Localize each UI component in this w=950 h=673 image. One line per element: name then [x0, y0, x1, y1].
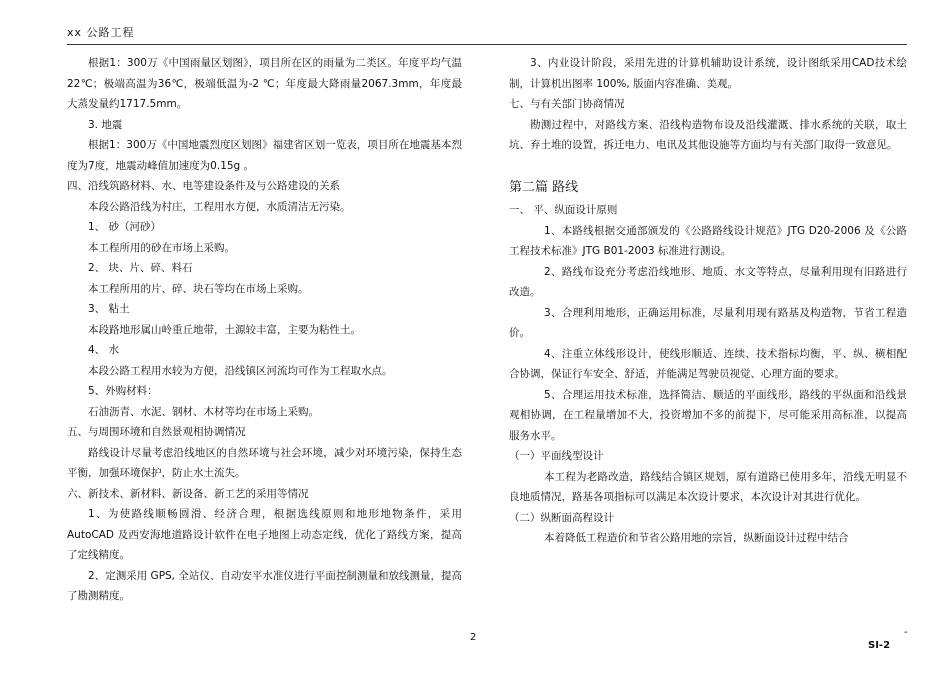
section-heading: 五、与周围环境和自然景观相协调情况 — [67, 426, 246, 438]
paragraph: 本段公路沿线为村庄，工程用水方便，水质清洁无污染。 — [88, 200, 351, 213]
paragraph: 4、 水 — [88, 344, 120, 356]
paragraph: 2、路线布设充分考虑沿线地形、地质、水文等特点，尽量利用现有旧路进行改造。 — [509, 265, 907, 298]
page-number: 2 — [470, 632, 477, 643]
section-heading: 第二篇 路线 — [509, 179, 579, 195]
paragraph: 2、定测采用 GPS, 全站仪、自动安平水准仪进行平面控制测量和放线测量，提高了勘测精度。 — [67, 569, 462, 602]
paragraph: 石油沥青、水泥、钢材、木材等均在市场上采购。 — [88, 405, 319, 418]
paragraph: 本工程所用的砂在市场上采购。 — [88, 241, 235, 254]
left-text-column — [67, 53, 462, 607]
corner-mark: - — [904, 627, 908, 638]
paragraph: 3. 地震 — [88, 118, 123, 131]
paragraph: 本工程为老路改造，路线结合镇区规划，原有道路已使用多年，沿线无明显不良地质情况，路基各项指标可以满足本次设计要求，本次设计对其进行优化。 — [509, 470, 907, 503]
document-header-title: xx 公路工程 — [67, 26, 135, 39]
section-heading: 四、沿线筑路材料、水、电等建设条件及与公路建设的关系 — [67, 180, 340, 192]
paragraph: 5、外购材料： — [88, 385, 158, 397]
paragraph: 根据1：300万《中国雨量区划图》，项目所在区的雨量为二类区。年度平均气温22℃；极端高温为36℃，极端低温为-2 ℃；年度最大降雨量2067.3mm，年度最大蒸发量约1717.5mm。 — [67, 57, 462, 110]
page-code: SⅠ-2 — [868, 640, 891, 651]
section-heading: （二）纵断面高程设计 — [509, 511, 614, 524]
paragraph: 3、合理利用地形，正确运用标准，尽量利用现有路基及构造物，节省工程造价。 — [509, 306, 907, 339]
paragraph: 勘测过程中，对路线方案、沿线构造物布设及沿线灌溉、排水系统的关联，取土坑、弃土堆的设置，拆迁电力、电讯及其他设施等方面均与有关部门取得一致意见。 — [509, 118, 907, 151]
section-heading: 六、新技术、新材料、新设备、新工艺的采用等情况 — [67, 487, 309, 500]
paragraph: 5、合理运用技术标准，选择简洁、顺适的平面线形，路线的平纵面和沿线景观相协调，在工程量增加不大，投资增加不多的前提下，尽可能采用高标准，以提高服务水平。 — [509, 388, 907, 442]
right-text-column — [509, 53, 907, 549]
paragraph: 本着降低工程造价和节省公路用地的宗旨，纵断面设计过程中结合 — [544, 532, 849, 544]
paragraph: 4、注重立体线形设计，使线形顺适、连续、技术指标均衡，平、纵、横相配合协调，保证行车安全、舒适，并能满足驾驶员视觉、心理方面的要求。 — [509, 347, 907, 380]
paragraph: 路线设计尽量考虑沿线地区的自然环境与社会环境，减少对环境污染，保持生态平衡，加强环境保护，防止水土流失。 — [67, 446, 462, 479]
section-heading: （一）平面线型设计 — [509, 450, 604, 462]
paragraph: 根据1：300万《中国地震烈度区划图》福建省区划一览表，项目所在地震基本烈度为7度，地震动峰值加速度为0.15g 。 — [67, 139, 462, 172]
paragraph: 1、本路线根据交通部颁发的《公路路线设计规范》JTG D20-2006 及《公路工程技术标准》JTG B01-2003 标准进行测设。 — [509, 224, 907, 257]
section-heading: 七、与有关部门协商情况 — [509, 98, 625, 110]
paragraph: 3、内业设计阶段，采用先进的计算机辅助设计系统，设计图纸采用CAD技术绘制，计算机出图率 100%, 版面内容准确、美观。 — [509, 57, 907, 90]
paragraph: 2、 块、片、碎、料石 — [88, 262, 193, 274]
paragraph: 本段公路工程用水较为方便，沿线镇区河流均可作为工程取水点。 — [88, 364, 393, 377]
paragraph: 3、 粘土 — [88, 303, 130, 315]
paragraph: 1、 砂（河砂） — [88, 221, 162, 233]
paragraph: 1、为使路线顺畅圆滑、经济合理，根据选线原则和地形地物条件，采用 AutoCAD 及西安海地道路设计软件在电子地图上动态定线，优化了路线方案，提高了定线精度。 — [67, 508, 462, 561]
paragraph: 本工程所用的片、碎、块石等均在市场上采购。 — [88, 282, 309, 295]
paragraph: 本段路地形属山岭重丘地带，土源较丰富，主要为粘性土。 — [88, 323, 361, 336]
header-rule — [67, 44, 907, 45]
section-heading: 一、 平、纵面设计原则 — [509, 204, 618, 216]
